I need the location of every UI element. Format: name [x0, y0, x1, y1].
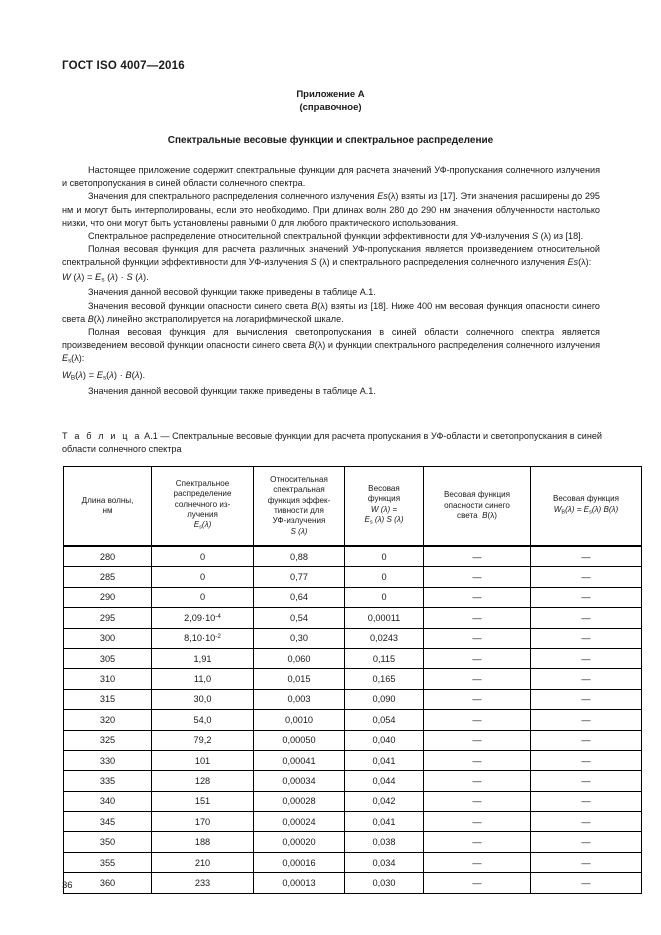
table-cell: —	[424, 812, 531, 832]
col-header-relative-efficiency	[254, 467, 345, 547]
table-cell: $8,10\cdot 10^{-2}$	[152, 628, 254, 648]
table-cell: —	[424, 628, 531, 648]
table-cell: 350	[64, 832, 152, 852]
table-cell: —	[531, 648, 642, 668]
hdr-symbol-wb: $W_B(\lambda) = E_s(\lambda)$ B(λ)	[553, 504, 619, 516]
table-row	[64, 710, 642, 730]
p6-part-c: (λ) линейно экстраполируется на логарифмической шкале.	[93, 313, 344, 324]
p2-symbol-es: Es	[377, 191, 388, 202]
table-cell: 0,00016	[254, 852, 345, 872]
hdr-symbol-es: $E_s(\lambda)$	[193, 520, 212, 531]
table-cell: 0,88	[254, 546, 345, 567]
table-cell: —	[531, 587, 642, 607]
paragraph-3	[62, 230, 600, 243]
table-cell: 0,00028	[254, 791, 345, 811]
table-cell: 79,2	[152, 730, 254, 750]
table-cell: 151	[152, 791, 254, 811]
table-cell: —	[424, 710, 531, 730]
table-cell: 0,00041	[254, 750, 345, 770]
table-cell: 0,54	[254, 608, 345, 628]
annex-subtitle: (справочное)	[299, 102, 362, 113]
table-cell: —	[531, 546, 642, 567]
p7-part-a: Полная весовая функция для вычисления светопропускания в синей области солнечного спектра является произведением весовой функции опасности синего света	[62, 327, 600, 351]
table-header-row	[64, 467, 642, 547]
hdr-line: УФ-излучения	[272, 516, 326, 526]
p6-symbol-b: B	[311, 300, 318, 311]
table-cell: 0,30	[254, 628, 345, 648]
p7-symbol-e: E	[62, 353, 69, 364]
table-cell: 0,003	[254, 689, 345, 709]
table-cell: —	[424, 750, 531, 770]
p2-part-a: Значения для спектрального распределения солнечного излучения	[88, 191, 378, 202]
col-header-spectral-distribution	[152, 467, 254, 547]
table-cell: —	[424, 567, 531, 587]
annex-title: Приложение А	[296, 89, 365, 100]
table-cell: —	[531, 730, 642, 750]
table-head	[64, 467, 642, 547]
p6-part-b: (λ) взяты из [18]. Ниже 400 нм весовая функция опасности синего света	[62, 300, 600, 324]
table-cell: —	[424, 587, 531, 607]
table-cell: 0	[152, 567, 254, 587]
hdr-line: солнечного из-	[174, 499, 231, 509]
body-text	[62, 164, 600, 398]
table-cell: 0,77	[254, 567, 345, 587]
table-cell: 0	[345, 567, 424, 587]
table-cell: 0	[345, 587, 424, 607]
table-cell: 0,0243	[345, 628, 424, 648]
table-cell: —	[531, 832, 642, 852]
table-cell: —	[531, 873, 642, 893]
table-row	[64, 873, 642, 893]
table-cell: —	[531, 812, 642, 832]
table-row	[64, 750, 642, 770]
table-cell: 0	[152, 587, 254, 607]
table-cell: 280	[64, 546, 152, 567]
p4-part-c: (λ):	[578, 257, 592, 268]
table-cell: —	[531, 689, 642, 709]
table-cell: —	[424, 608, 531, 628]
table-row	[64, 832, 642, 852]
formula-w: W $(\lambda) = E_s$ (λ) · S (λ).	[62, 270, 149, 284]
p6-part-a: Значения весовой функции опасности синего света	[88, 300, 312, 311]
hdr-line: Весовая	[368, 484, 400, 493]
paragraph-7	[62, 326, 600, 368]
hdr-symbol-es-s: $E_s$ (λ) S (λ)	[364, 515, 404, 526]
table-cell: —	[424, 730, 531, 750]
table-row	[64, 587, 642, 607]
col-header-weighting-function-wb	[531, 467, 642, 547]
hdr-line: распределение	[173, 489, 232, 499]
table-wrapper	[63, 466, 641, 894]
table-cell: —	[531, 669, 642, 689]
table-cell: —	[531, 750, 642, 770]
table-row	[64, 648, 642, 668]
p7-part-b: (λ) и функции спектрального распределения солнечного излучения	[314, 340, 600, 351]
table-cell: 315	[64, 689, 152, 709]
table-cell: 290	[64, 587, 152, 607]
table-cell: 340	[64, 791, 152, 811]
col-header-wavelength	[64, 467, 152, 547]
paragraph-4	[62, 243, 600, 269]
table-cell: 285	[64, 567, 152, 587]
table-row	[64, 730, 642, 750]
table-row	[64, 546, 642, 567]
table-cell: 310	[64, 669, 152, 689]
p3-part-a: Спектральное распределение относительной спектральной функции эффективности для УФ-излучения	[88, 231, 532, 242]
table-cell: —	[424, 546, 531, 567]
formula-wb: $W_B(\lambda) = E_s(\lambda) \cdot B(\lambda)$.	[62, 369, 146, 382]
page-number: 36	[62, 880, 73, 891]
table-caption-text: — Спектральные весовые функции для расчета пропускания в УФ-области и светопропускания в синей области солнечного спектра	[62, 431, 602, 455]
table-cell: 188	[152, 832, 254, 852]
table-cell: 0,038	[345, 832, 424, 852]
table-cell: —	[424, 832, 531, 852]
table-cell: 0,060	[254, 648, 345, 668]
table-cell: 0,115	[345, 648, 424, 668]
table-cell: 0,00050	[254, 730, 345, 750]
table-cell: 0,054	[345, 710, 424, 730]
spectral-weighting-table	[63, 466, 642, 894]
col-header-blue-light-hazard	[424, 467, 531, 547]
hdr-line: Относительная	[270, 474, 328, 484]
hdr-line: функция эффек-	[267, 495, 331, 505]
p7-symbol-b: B	[308, 340, 315, 351]
standard-header: ГОСТ ISO 4007—2016	[62, 60, 185, 72]
table-cell: 0,042	[345, 791, 424, 811]
table-cell: —	[531, 567, 642, 587]
table-cell: 0	[345, 546, 424, 567]
p3-symbol-s: S	[532, 231, 539, 242]
table-cell: 11,0	[152, 669, 254, 689]
table-cell: —	[531, 710, 642, 730]
hdr-line: Длина волны,	[81, 495, 134, 505]
hdr-symbol-s: S (λ)	[290, 526, 308, 536]
hdr-line: функция	[367, 494, 401, 504]
p4-symbol-es: Es	[567, 257, 579, 268]
table-cell: $2,09\cdot 10^{-4}$	[152, 608, 254, 628]
table-cell: —	[531, 852, 642, 872]
table-cell: 360	[64, 873, 152, 893]
hdr-line: спектральная	[273, 485, 325, 495]
table-cell: 325	[64, 730, 152, 750]
table-caption-label: Т а б л и ц а	[62, 431, 142, 441]
table-cell: 30,0	[152, 689, 254, 709]
hdr-line: лучения	[187, 510, 218, 520]
p3-part-b: (λ) из [18].	[538, 231, 584, 242]
hdr-line: Весовая функция	[552, 494, 620, 504]
annex-heading	[0, 88, 661, 114]
table-body	[64, 546, 642, 893]
table-cell: 128	[152, 771, 254, 791]
table-cell: 0,00034	[254, 771, 345, 791]
table-cell: 0,041	[345, 750, 424, 770]
table-cell: 233	[152, 873, 254, 893]
table-cell: 0,0010	[254, 710, 345, 730]
table-cell: 0,030	[345, 873, 424, 893]
p4-symbol-s: S	[310, 257, 317, 268]
table-cell: —	[531, 771, 642, 791]
table-cell: 320	[64, 710, 152, 730]
table-cell: —	[424, 771, 531, 791]
table-row	[64, 852, 642, 872]
table-cell: 0,040	[345, 730, 424, 750]
table-row	[64, 628, 642, 648]
table-cell: 101	[152, 750, 254, 770]
p2-part-b: (λ) взяты из [17]. Эти значения расширены до 295 нм и могут быть интерполированы, если это необходимо. При длинах волн 280 до 290 нм значения облученности настолько низки, что они могут быть установлены равными 0 для любого практического использования.	[62, 191, 600, 228]
table-cell: 330	[64, 750, 152, 770]
table-cell: 355	[64, 852, 152, 872]
table-cell: —	[531, 608, 642, 628]
hdr-line: тивности для	[274, 506, 324, 515]
table-cell: 300	[64, 628, 152, 648]
hdr-symbol-b: B	[482, 511, 488, 521]
table-cell: 54,0	[152, 710, 254, 730]
table-row	[64, 567, 642, 587]
table-cell: 345	[64, 812, 152, 832]
p7-subscript-s: s	[68, 357, 72, 365]
paragraph-1: Настоящее приложение содержит спектральные функции для расчета значений УФ-пропускания солнечного излучения и светопропускания в синей области солнечного спектра.	[62, 165, 600, 189]
hdr-symbol-w: W (λ) =	[370, 504, 398, 514]
p4-part-a: Полная весовая функция для расчета различных значений УФ-пропускания является произведением относительной спектральной функции эффективности для УФ-излучения	[62, 244, 600, 268]
table-cell: 0,015	[254, 669, 345, 689]
col-header-weighting-function-w	[345, 467, 424, 547]
p6-symbol-b2: B	[87, 313, 94, 324]
table-cell: 0,00013	[254, 873, 345, 893]
table-cell: 210	[152, 852, 254, 872]
hdr-line: опасности синего	[444, 500, 510, 510]
table-cell: —	[424, 873, 531, 893]
table-cell: —	[424, 852, 531, 872]
table-cell: 305	[64, 648, 152, 668]
p4-part-b: (λ) и спектрального распределения солнечного излучения	[316, 257, 568, 268]
table-cell: 0,034	[345, 852, 424, 872]
table-cell: 0,044	[345, 771, 424, 791]
paragraph-5: Значения данной весовой функции также приведены в таблице А.1.	[88, 287, 376, 298]
table-cell: 0,165	[345, 669, 424, 689]
hdr-line: нм	[102, 506, 113, 515]
paragraph-2	[62, 190, 600, 230]
p7-part-c: (λ):	[71, 353, 85, 364]
page-title: Спектральные весовые функции и спектральное распределение	[167, 135, 494, 146]
paragraph-6	[62, 300, 600, 326]
table-row	[64, 689, 642, 709]
paragraph-8: Значения данной весовой функции также приведены в таблице А.1.	[88, 385, 376, 396]
table-cell: —	[531, 628, 642, 648]
table-row	[64, 771, 642, 791]
table-cell: —	[531, 791, 642, 811]
table-caption	[62, 430, 602, 456]
hdr-line-света: света B(λ)	[457, 511, 497, 521]
table-caption-number: А.1	[144, 431, 158, 441]
table-cell: 170	[152, 812, 254, 832]
table-cell: 335	[64, 771, 152, 791]
table-cell: 1,91	[152, 648, 254, 668]
table-cell: 0,041	[345, 812, 424, 832]
table-cell: 0	[152, 546, 254, 567]
table-cell: —	[424, 791, 531, 811]
table-cell: —	[424, 689, 531, 709]
table-cell: —	[424, 648, 531, 668]
hdr-line: Весовая функция	[443, 490, 511, 500]
table-cell: 295	[64, 608, 152, 628]
hdr-line: Спектральное	[175, 478, 230, 488]
table-row	[64, 791, 642, 811]
table-row	[64, 812, 642, 832]
table-cell: —	[424, 669, 531, 689]
table-row	[64, 669, 642, 689]
table-row	[64, 608, 642, 628]
table-cell: 0,00011	[345, 608, 424, 628]
table-cell: 0,090	[345, 689, 424, 709]
table-cell: 0,00020	[254, 832, 345, 852]
table-cell: 0,64	[254, 587, 345, 607]
table-cell: 0,00024	[254, 812, 345, 832]
